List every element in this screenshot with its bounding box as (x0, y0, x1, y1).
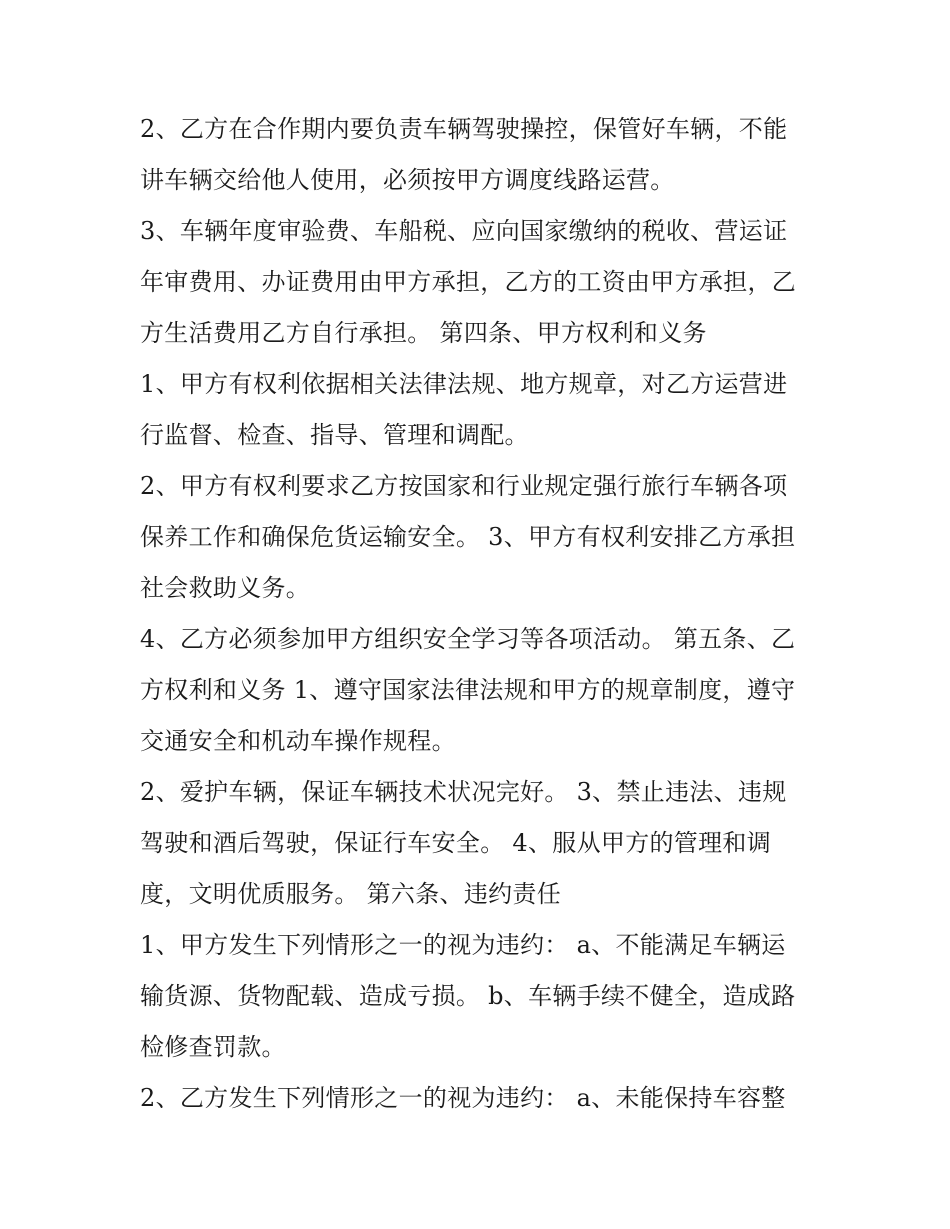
text-line: 交通安全和机动车操作规程。 (140, 727, 456, 755)
text-line: 2、甲方有权利要求乙方按国家和行业规定强行旅行车辆各项 (140, 472, 788, 500)
text-line: 社会救助义务。 (140, 574, 311, 602)
text-line: 3、车辆年度审验费、车船税、应向国家缴纳的税收、营运证 (140, 217, 788, 245)
text-line: 保养工作和确保危货运输安全。 3、甲方有权利安排乙方承担 (140, 523, 796, 551)
text-line: 2、乙方发生下列情形之一的视为违约： a、未能保持车容整 (140, 1084, 786, 1112)
text-line: 方权利和义务 1、遵守国家法律法规和甲方的规章制度，遵守 (140, 676, 796, 704)
text-line: 驾驶和酒后驾驶，保证行车安全。 4、服从甲方的管理和调 (140, 829, 771, 857)
text-line: 方生活费用乙方自行承担。 第四条、甲方权利和义务 (140, 319, 707, 347)
text-line: 检修查罚款。 (140, 1033, 286, 1061)
text-line: 1、甲方发生下列情形之一的视为违约： a、不能满足车辆运 (140, 931, 786, 959)
text-line: 输货源、货物配载、造成亏损。 b、车辆手续不健全，造成路 (140, 982, 796, 1010)
text-line: 1、甲方有权利依据相关法律法规、地方规章，对乙方运营进 (140, 370, 788, 398)
text-line: 度，文明优质服务。 第六条、违约责任 (140, 880, 562, 908)
text-line: 4、乙方必须参加甲方组织安全学习等各项活动。 第五条、乙 (140, 625, 796, 653)
text-line: 年审费用、办证费用由甲方承担，乙方的工资由甲方承担，乙 (140, 268, 797, 296)
text-line: 行监督、检查、指导、管理和调配。 (140, 421, 529, 449)
text-line: 讲车辆交给他人使用，必须按甲方调度线路运营。 (140, 166, 675, 194)
text-line: 2、爱护车辆，保证车辆技术状况完好。 3、禁止违法、违规 (140, 778, 787, 806)
contract-text (140, 104, 820, 1124)
text-line: 2、乙方在合作期内要负责车辆驾驶操控，保管好车辆，不能 (140, 115, 788, 143)
